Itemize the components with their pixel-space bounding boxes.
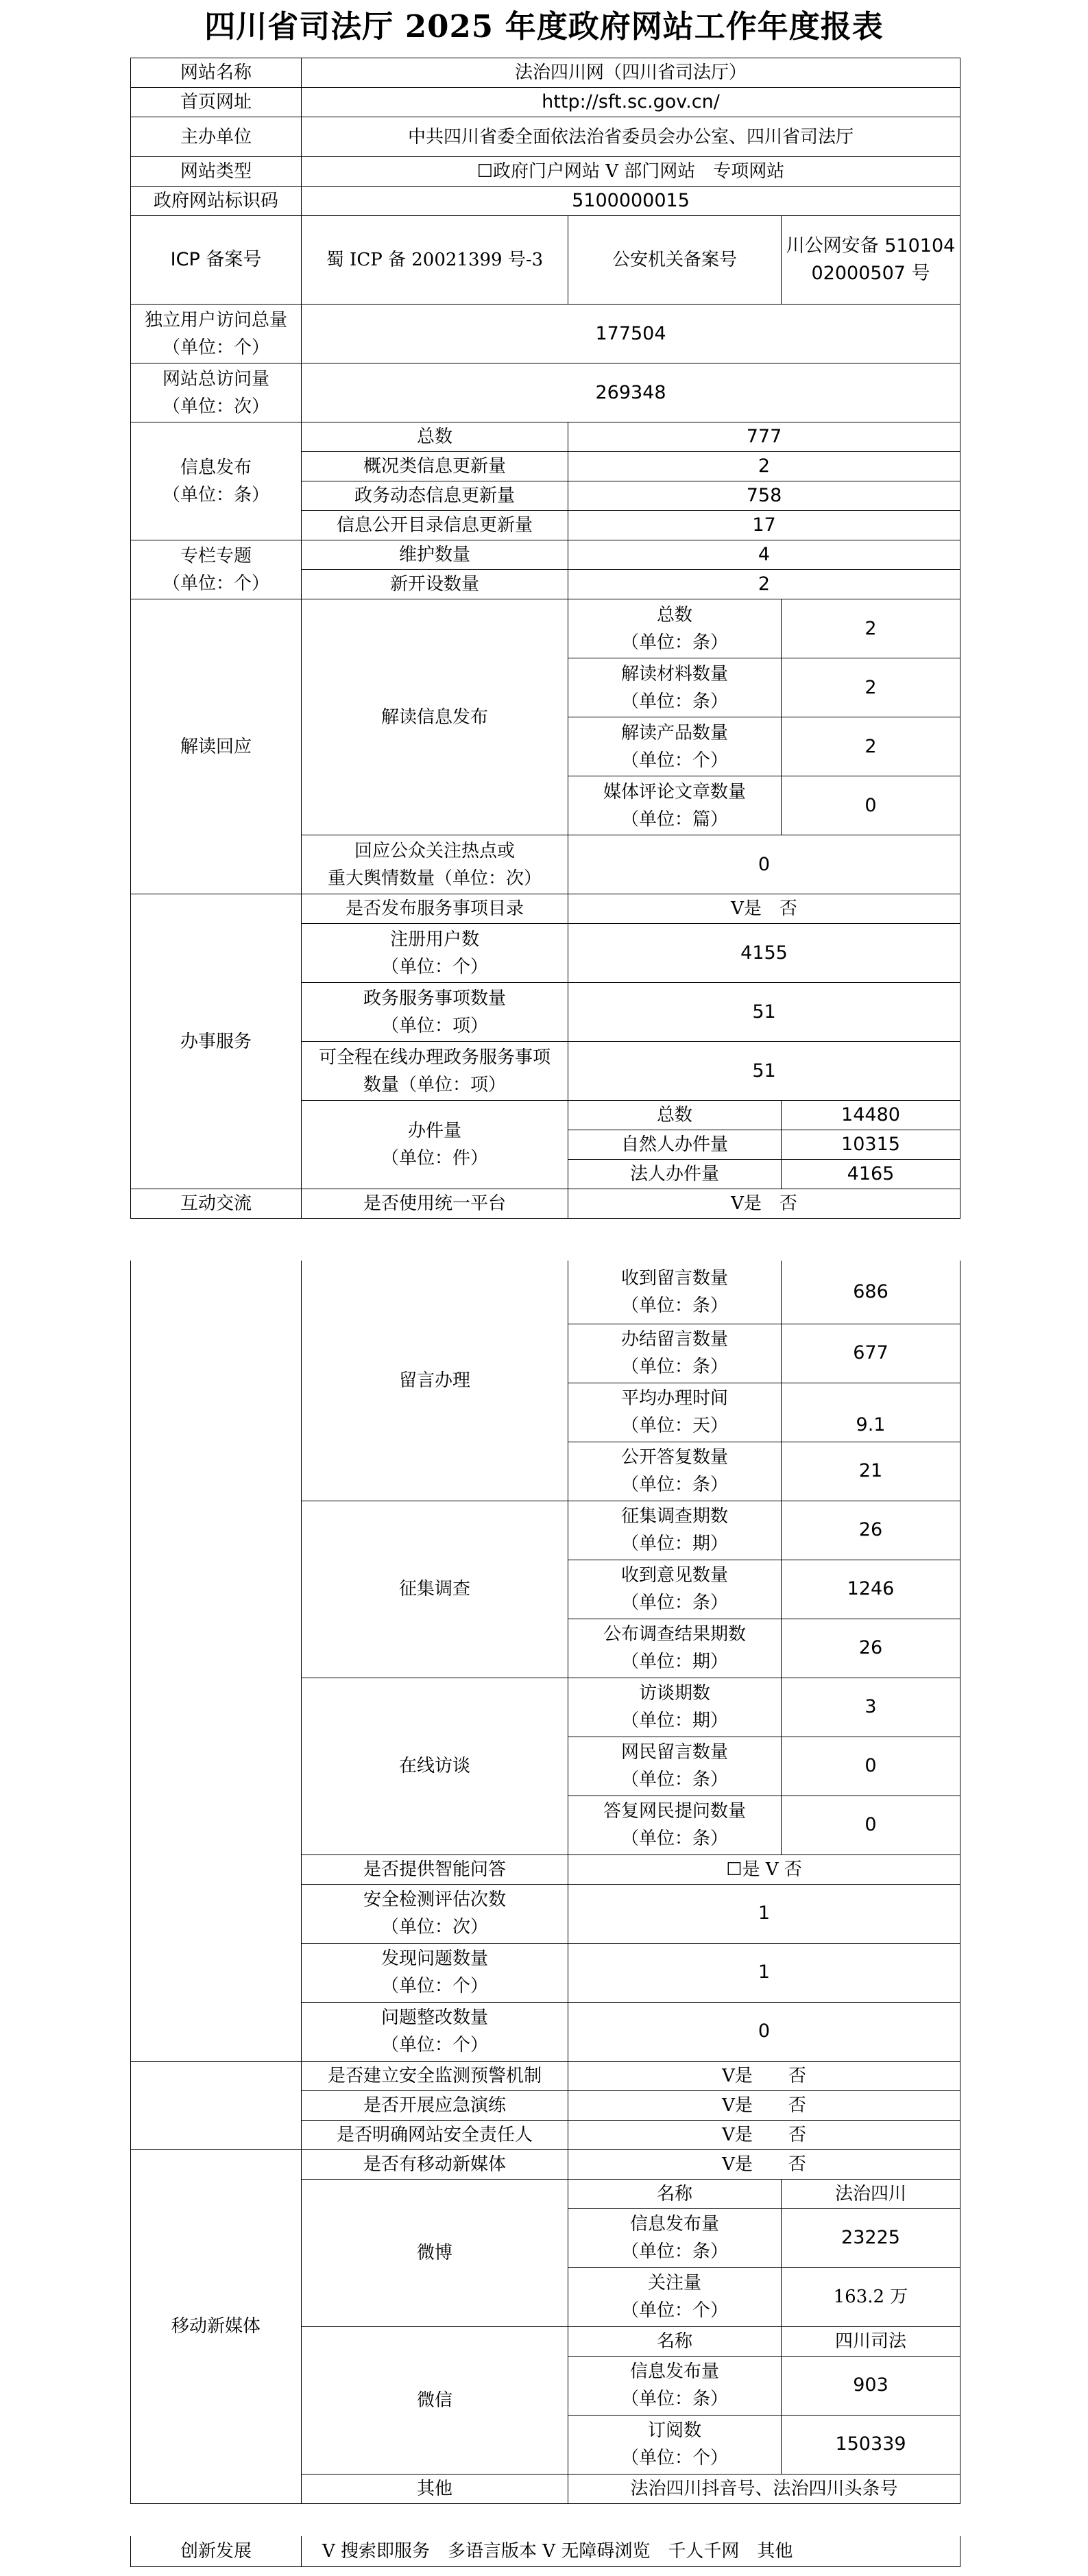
interpret-product-label <box>568 717 782 776</box>
service-online-value: 51 <box>568 1042 960 1101</box>
column-label-line2: （单位：个） <box>162 573 269 594</box>
cases-legal-label: 法人办件量 <box>568 1160 782 1189</box>
weibo-name-label: 名称 <box>568 2179 782 2208</box>
info-overview-value: 2 <box>568 452 960 481</box>
row-site-url <box>131 88 960 117</box>
msg-done-label <box>568 1324 782 1383</box>
site-url-label: 首页网址 <box>131 88 302 117</box>
service-catalog-value: V是 否 <box>568 894 960 924</box>
service-cases-label <box>302 1101 568 1189</box>
wechat-name-label: 名称 <box>568 2326 782 2356</box>
sec-owner-label: 是否明确网站安全责任人 <box>302 2120 568 2149</box>
pv-value: 269348 <box>302 363 960 422</box>
sec-fixed-line1: 问题整改数量 <box>380 2007 488 2028</box>
column-new-label: 新开设数量 <box>302 570 568 599</box>
column-maintain-label: 维护数量 <box>302 540 568 570</box>
wechat-pub-label <box>568 2356 782 2415</box>
security-label-cell <box>131 2061 302 2149</box>
site-url-value[interactable]: http://sft.sc.gov.cn/ <box>302 88 960 117</box>
sec-fixed-value: 0 <box>568 2002 960 2061</box>
interpret-hot-line1: 回应公众关注热点或 <box>354 840 515 861</box>
sec-eval-line2: （单位：次） <box>380 1917 488 1937</box>
info-total-value: 777 <box>568 422 960 452</box>
interact-continued-cell <box>131 1261 302 2061</box>
service-online-label <box>302 1042 568 1101</box>
msg-pub-line1: 公开答复数量 <box>620 1447 728 1468</box>
talk-ans-label <box>568 1796 782 1855</box>
weibo-label: 微博 <box>302 2179 568 2326</box>
msg-pub-line2: （单位：条） <box>620 1475 728 1495</box>
interpret-material-line1: 解读材料数量 <box>620 663 728 684</box>
row-service-catalog <box>131 894 960 924</box>
row-sec-monitor <box>131 2061 960 2090</box>
wechat-sub-label <box>568 2415 782 2474</box>
site-name-label: 网站名称 <box>131 58 302 88</box>
info-open-value: 17 <box>568 511 960 540</box>
weibo-fans-line2: （单位：个） <box>620 2300 728 2321</box>
service-label: 办事服务 <box>131 894 302 1189</box>
service-catalog-label: 是否发布服务事项目录 <box>302 894 568 924</box>
msg-time-line1: 平均办理时间 <box>620 1388 728 1409</box>
report-table-part-1 <box>130 58 960 1219</box>
weibo-fans-label <box>568 2267 782 2326</box>
sec-monitor-label: 是否建立安全监测预警机制 <box>302 2061 568 2090</box>
weibo-pub-line1: 信息发布量 <box>629 2214 719 2234</box>
pv-label <box>131 363 302 422</box>
service-users-value: 4155 <box>568 924 960 983</box>
survey-res-value: 26 <box>782 1619 960 1678</box>
site-code-value: 5100000015 <box>302 187 960 216</box>
survey-res-label <box>568 1619 782 1678</box>
site-type-label: 网站类型 <box>131 157 302 187</box>
cases-person-value: 10315 <box>782 1130 960 1160</box>
wechat-name-value: 四川司法 <box>782 2326 960 2356</box>
msg-time-label <box>568 1383 782 1442</box>
sec-fixed-line2: （单位：个） <box>380 2035 488 2055</box>
service-items-line2: （单位：项） <box>380 1015 488 1036</box>
mobile-other-value: 法治四川抖音号、法治四川头条号 <box>568 2474 960 2503</box>
row-site-type <box>131 157 960 187</box>
interpret-product-line2: （单位：个） <box>620 750 728 771</box>
report-title: 四川省司法厅 2025 年度政府网站工作年度报表 <box>204 8 884 45</box>
msg-done-line1: 办结留言数量 <box>620 1329 728 1350</box>
report-table-part-3 <box>130 2536 960 2567</box>
service-online-line1: 可全程在线办理政务服务事项 <box>318 1047 551 1068</box>
row-mobile-has <box>131 2149 960 2179</box>
talk-msg-line2: （单位：条） <box>620 1769 728 1790</box>
service-cases-line1: 办件量 <box>407 1121 461 1141</box>
info-news-value: 758 <box>568 481 960 511</box>
site-type-value: ☐政府门户网站 V 部门网站 专项网站 <box>302 157 960 187</box>
survey-n-value: 26 <box>782 1501 960 1560</box>
wechat-label: 微信 <box>302 2326 568 2474</box>
service-items-label <box>302 983 568 1042</box>
service-items-value: 51 <box>568 983 960 1042</box>
weibo-name-value: 法治四川 <box>782 2179 960 2208</box>
interpret-total-value: 2 <box>782 599 960 658</box>
info-total-label: 总数 <box>302 422 568 452</box>
info-label-line1: 信息发布 <box>180 457 252 478</box>
police-label: 公安机关备案号 <box>568 216 782 305</box>
talk-ans-line2: （单位：条） <box>620 1828 728 1849</box>
wechat-pub-line2: （单位：条） <box>620 2389 728 2409</box>
organizer-label: 主办单位 <box>131 117 302 157</box>
ai-label: 是否提供智能问答 <box>302 1855 568 1884</box>
sec-drill-value: V是 否 <box>568 2090 960 2120</box>
msg-done-value: 677 <box>782 1324 960 1383</box>
row-icp <box>131 216 960 305</box>
weibo-pub-value: 23225 <box>782 2208 960 2267</box>
talk-ans-value: 0 <box>782 1796 960 1855</box>
weibo-fans-value: 163.2 万 <box>782 2267 960 2326</box>
interpret-material-line2: （单位：条） <box>620 691 728 712</box>
row-msg-recv <box>131 1261 960 1324</box>
survey-res-line1: 公布调查结果期数 <box>603 1624 746 1645</box>
service-items-line1: 政务服务事项数量 <box>363 988 506 1009</box>
row-innovation <box>131 2536 960 2566</box>
interpret-product-line1: 解读产品数量 <box>620 722 728 743</box>
cases-person-label: 自然人办件量 <box>568 1130 782 1160</box>
interpret-hot-line2: 重大舆情数量（单位：次） <box>327 868 542 889</box>
survey-op-value: 1246 <box>782 1560 960 1619</box>
interact-platform-value: V是 否 <box>568 1189 960 1219</box>
interpret-total-line1: 总数 <box>656 604 692 625</box>
survey-res-line2: （单位：期） <box>620 1651 728 1672</box>
msg-pub-value: 21 <box>782 1442 960 1501</box>
uv-label <box>131 305 302 363</box>
info-open-label: 信息公开目录信息更新量 <box>302 511 568 540</box>
info-label <box>131 422 302 540</box>
sec-found-line1: 发现问题数量 <box>380 1948 488 1969</box>
msg-label: 留言办理 <box>302 1261 568 1501</box>
uv-value: 177504 <box>302 305 960 363</box>
sec-monitor-value: V是 否 <box>568 2061 960 2090</box>
msg-recv-value: 686 <box>782 1261 960 1324</box>
survey-op-line1: 收到意见数量 <box>620 1565 728 1586</box>
info-news-label: 政务动态信息更新量 <box>302 481 568 511</box>
column-new-value: 2 <box>568 570 960 599</box>
weibo-pub-line2: （单位：条） <box>620 2241 728 2262</box>
info-overview-label: 概况类信息更新量 <box>302 452 568 481</box>
interpret-media-value: 0 <box>782 776 960 835</box>
service-users-label <box>302 924 568 983</box>
interpret-media-label <box>568 776 782 835</box>
talk-n-line2: （单位：期） <box>620 1710 728 1731</box>
interpret-total-line2: （单位：条） <box>620 632 728 653</box>
service-cases-line2: （单位：件） <box>380 1148 488 1169</box>
interpret-hot-label <box>302 835 568 894</box>
column-label <box>131 540 302 599</box>
row-column-maintain <box>131 540 960 570</box>
innovation-label: 创新发展 <box>131 2536 302 2566</box>
talk-n-value: 3 <box>782 1678 960 1737</box>
msg-time-line2: （单位：天） <box>620 1416 728 1436</box>
mobile-label: 移动新媒体 <box>131 2149 302 2503</box>
interpret-product-value: 2 <box>782 717 960 776</box>
talk-label: 在线访谈 <box>302 1678 568 1855</box>
column-maintain-value: 4 <box>568 540 960 570</box>
survey-op-line2: （单位：条） <box>620 1593 728 1613</box>
weibo-fans-line1: 关注量 <box>647 2273 701 2293</box>
wechat-sub-value: 150339 <box>782 2415 960 2474</box>
sec-drill-label: 是否开展应急演练 <box>302 2090 568 2120</box>
wechat-sub-line1: 订阅数 <box>647 2420 701 2441</box>
sec-fixed-label <box>302 2002 568 2061</box>
interpret-total-label <box>568 599 782 658</box>
interpret-media-line2: （单位：篇） <box>620 809 728 830</box>
row-organizer <box>131 117 960 157</box>
sec-owner-value: V是 否 <box>568 2120 960 2149</box>
mobile-other-label: 其他 <box>302 2474 568 2503</box>
mobile-has-value: V是 否 <box>568 2149 960 2179</box>
interact-label: 互动交流 <box>131 1189 302 1219</box>
uv-label-line2: （单位：个） <box>162 337 269 358</box>
innovation-value: V 搜索即服务 多语言版本 V 无障碍浏览 千人千网 其他 <box>302 2536 960 2566</box>
icp-label: ICP 备案号 <box>131 216 302 305</box>
talk-msg-label <box>568 1737 782 1796</box>
talk-n-label <box>568 1678 782 1737</box>
interpret-label: 解读回应 <box>131 599 302 894</box>
organizer-value: 中共四川省委全面依法治省委员会办公室、四川省司法厅 <box>302 117 960 157</box>
talk-msg-value: 0 <box>782 1737 960 1796</box>
cases-total-label: 总数 <box>568 1101 782 1130</box>
interpret-material-label <box>568 658 782 717</box>
sec-eval-label <box>302 1884 568 1943</box>
service-users-line1: 注册用户数 <box>389 929 479 950</box>
pv-label-line1: 网站总访问量 <box>162 368 269 390</box>
wechat-pub-line1: 信息发布量 <box>629 2361 719 2382</box>
survey-n-label <box>568 1501 782 1560</box>
cases-legal-value: 4165 <box>782 1160 960 1189</box>
column-label-line1: 专栏专题 <box>180 545 252 567</box>
sec-eval-value: 1 <box>568 1884 960 1943</box>
sec-found-value: 1 <box>568 1943 960 2002</box>
msg-time-value: 9.1 <box>782 1383 960 1442</box>
mobile-has-label: 是否有移动新媒体 <box>302 2149 568 2179</box>
sec-found-line2: （单位：个） <box>380 1976 488 1996</box>
site-code-label: 政府网站标识码 <box>131 187 302 216</box>
service-online-line2: 数量（单位：项） <box>363 1074 506 1095</box>
msg-recv-line1: 收到留言数量 <box>620 1267 728 1289</box>
interpret-material-value: 2 <box>782 658 960 717</box>
ai-value: ☐是 V 否 <box>568 1855 960 1884</box>
talk-ans-line1: 答复网民提问数量 <box>603 1801 746 1822</box>
row-site-code <box>131 187 960 216</box>
interpret-publish-label: 解读信息发布 <box>302 599 568 835</box>
report-table-part-2 <box>130 1261 960 2504</box>
survey-n-line1: 征集调查期数 <box>620 1506 728 1527</box>
msg-done-line2: （单位：条） <box>620 1357 728 1377</box>
service-users-line2: （单位：个） <box>380 956 488 977</box>
site-name-value: 法治四川网（四川省司法厅） <box>302 58 960 88</box>
row-interact-platform <box>131 1189 960 1219</box>
row-info-total <box>131 422 960 452</box>
row-interpret-total <box>131 599 960 658</box>
weibo-pub-label <box>568 2208 782 2267</box>
interact-platform-label: 是否使用统一平台 <box>302 1189 568 1219</box>
row-page-views <box>131 363 960 422</box>
row-site-name <box>131 58 960 88</box>
interpret-hot-value: 0 <box>568 835 960 894</box>
icp-value: 蜀 ICP 备 20021399 号-3 <box>302 216 568 305</box>
msg-recv-label <box>568 1261 782 1324</box>
wechat-pub-value: 903 <box>782 2356 960 2415</box>
info-label-line2: （单位：条） <box>162 484 269 505</box>
wechat-sub-line2: （单位：个） <box>620 2448 728 2468</box>
cases-total-value: 14480 <box>782 1101 960 1130</box>
police-value: 川公网安备 51010402000507 号 <box>782 216 960 305</box>
pv-label-line2: （单位：次） <box>162 396 269 417</box>
survey-label: 征集调查 <box>302 1501 568 1678</box>
interpret-media-line1: 媒体评论文章数量 <box>603 781 746 802</box>
msg-pub-label <box>568 1442 782 1501</box>
talk-msg-line1: 网民留言数量 <box>620 1742 728 1763</box>
survey-op-label <box>568 1560 782 1619</box>
talk-n-line1: 访谈期数 <box>638 1683 710 1704</box>
survey-n-line2: （单位：期） <box>620 1534 728 1554</box>
sec-eval-line1: 安全检测评估次数 <box>363 1889 506 1910</box>
sec-found-label <box>302 1943 568 2002</box>
uv-label-line1: 独立用户访问总量 <box>144 309 287 331</box>
row-unique-visitors <box>131 305 960 363</box>
msg-recv-line2: （单位：条） <box>620 1295 728 1316</box>
